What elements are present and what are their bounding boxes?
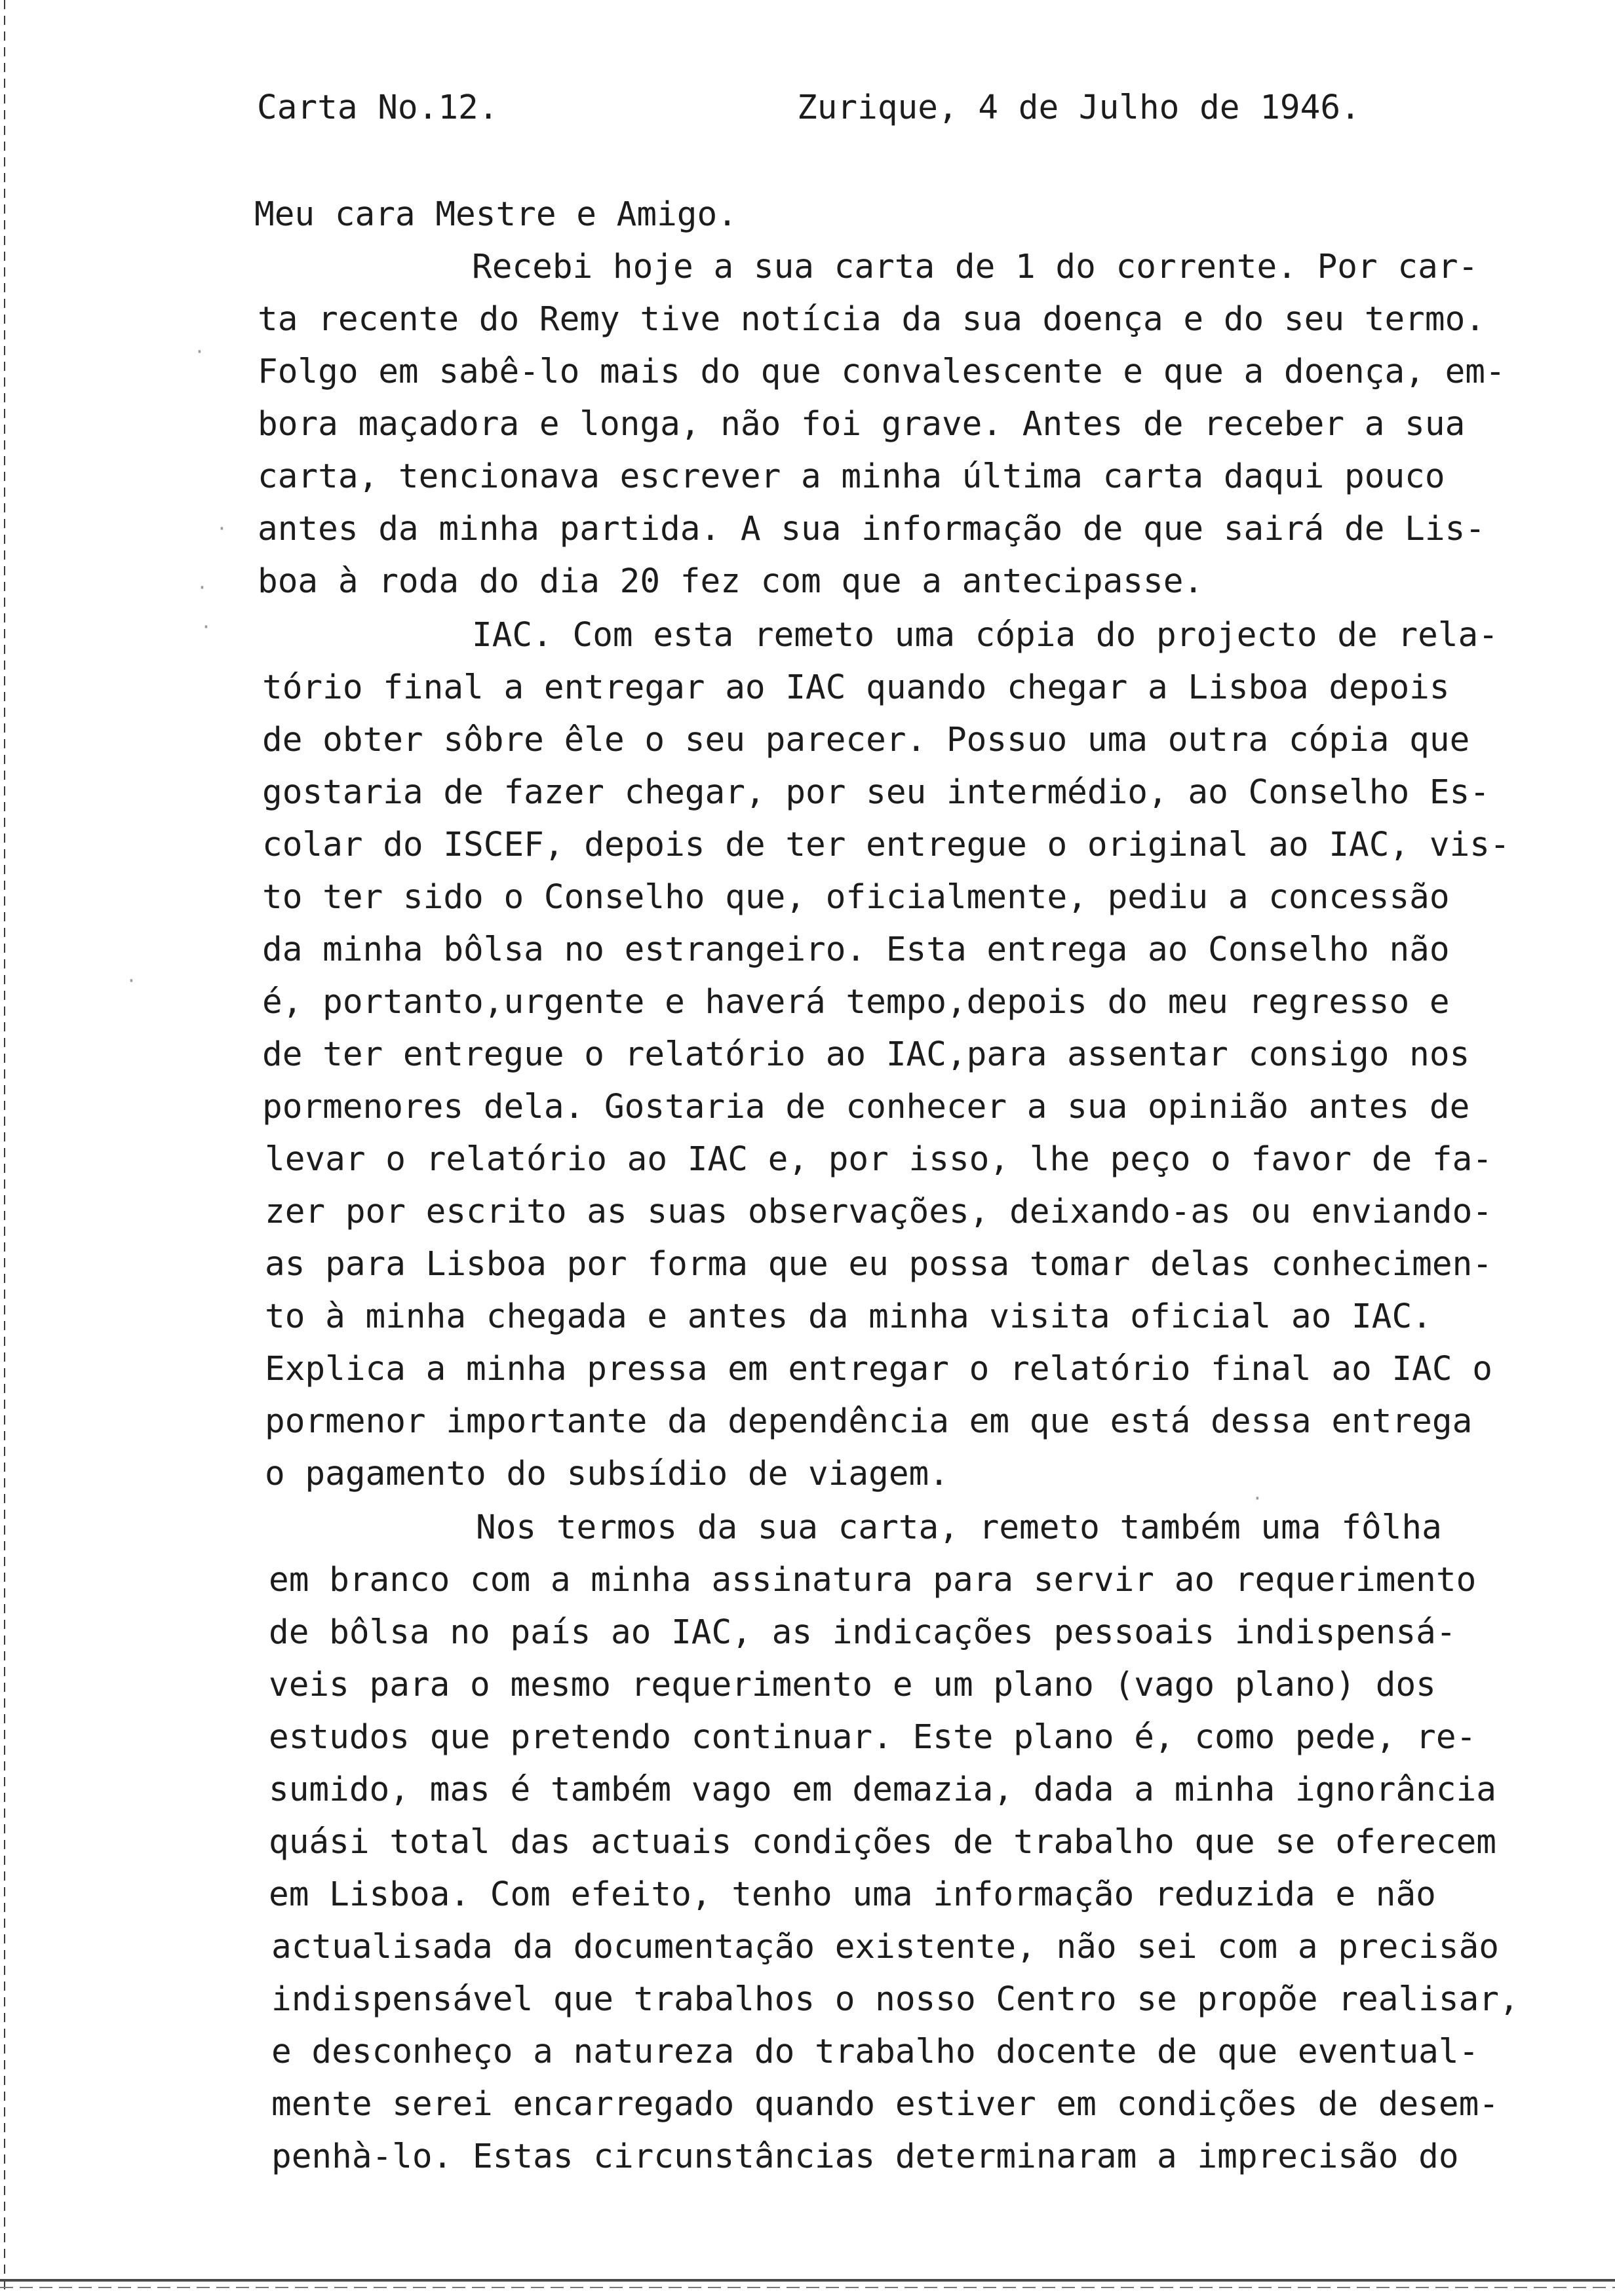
body-line: de obter sôbre êle o seu parecer. Possuo uma outra cópia que: [262, 721, 1470, 759]
body-line: to à minha chegada e antes da minha visita oficial ao IAC.: [265, 1297, 1432, 1336]
body-line: to ter sido o Conselho que, oficialmente, pediu a concessão: [262, 878, 1450, 917]
body-line: e desconheço a natureza do trabalho docente de que eventual-: [271, 2033, 1479, 2071]
paper-speck: ·: [1252, 1487, 1263, 1509]
body-line: penhà-lo. Estas circunstâncias determinaram a imprecisão do: [271, 2137, 1459, 2176]
paper-speck: ·: [216, 518, 227, 539]
page-left-edge: [4, 0, 5, 2296]
body-line: antes da minha partida. A sua informação de que sairá de Lis-: [258, 510, 1485, 548]
body-line: da minha bôlsa no estrangeiro. Esta entrega ao Conselho não: [262, 930, 1450, 969]
body-line: bora maçadora e longa, não foi grave. Antes de receber a sua: [258, 405, 1466, 444]
paper-speck: ·: [126, 970, 137, 991]
page-bottom-edge: [0, 2279, 1615, 2282]
body-line-section-iac: IAC. Com esta remeto uma cópia do projecto de rela-: [472, 616, 1498, 655]
body-line: pormenor importante da dependência em que está dessa entrega: [265, 1402, 1473, 1441]
body-line: actualisada da documentação existente, não sei com a precisão: [271, 1928, 1499, 1966]
paper-speck: ·: [197, 577, 208, 598]
body-line: quási total das actuais condições de trabalho que se oferecem: [269, 1823, 1496, 1862]
body-line: boa à roda do dia 20 fez com que a antecipasse.: [258, 562, 1204, 601]
place-date: Zurique, 4 de Julho de 1946.: [797, 88, 1361, 127]
body-line: de ter entregue o relatório ao IAC,para assentar consigo nos: [262, 1035, 1470, 1074]
body-line: em Lisboa. Com efeito, tenho uma informação reduzida e não: [269, 1875, 1436, 1914]
body-line: mente serei encarregado quando estiver em condições de desem-: [271, 2085, 1499, 2124]
body-line: ta recente do Remy tive notícia da sua doença e do seu termo.: [258, 300, 1485, 339]
body-line: gostaria de fazer chegar, por seu intermédio, ao Conselho Es-: [262, 773, 1490, 812]
body-line: veis para o mesmo requerimento e um plano (vago plano) dos: [269, 1666, 1436, 1704]
body-line: em branco com a minha assinatura para servir ao requerimento: [269, 1561, 1477, 1599]
paper-speck: ·: [201, 616, 212, 638]
body-line: Explica a minha pressa em entregar o relatório final ao IAC o: [265, 1350, 1492, 1388]
body-line: levar o relatório ao IAC e, por isso, lhe peço o favor de fa-: [265, 1140, 1492, 1179]
body-line: Recebi hoje a sua carta de 1 do corrente. Por car-: [472, 248, 1479, 286]
salutation: Meu cara Mestre e Amigo.: [254, 195, 737, 234]
body-line: zer por escrito as suas observações, deixando-as ou enviando-: [265, 1193, 1492, 1231]
body-line: tório final a entregar ao IAC quando chegar a Lisboa depois: [262, 668, 1450, 707]
body-line: o pagamento do subsídio de viagem.: [265, 1455, 949, 1493]
paper-speck: ·: [194, 341, 205, 362]
body-line: as para Lisboa por forma que eu possa tomar delas conhecimen-: [265, 1245, 1492, 1284]
body-line: Folgo em sabê-lo mais do que convalescente e que a doença, em-: [258, 353, 1506, 391]
body-line: é, portanto,urgente e haverá tempo,depois do meu regresso e: [262, 983, 1450, 1022]
page-bottom-edge-dashed: [0, 2287, 1615, 2288]
body-line: sumido, mas é também vago em demazia, dada a minha ignorância: [269, 1770, 1496, 1809]
body-line: indispensável que trabalhos o nosso Centro se propõe realisar,: [271, 1980, 1519, 2019]
body-line: pormenores dela. Gostaria de conhecer a sua opinião antes de: [262, 1088, 1470, 1126]
body-line: colar do ISCEF, depois de ter entregue o original ao IAC, vis-: [262, 826, 1510, 864]
body-line: carta, tencionava escrever a minha última carta daqui pouco: [258, 457, 1445, 496]
letter-number: Carta No.12.: [257, 88, 499, 127]
body-line: de bôlsa no país ao IAC, as indicações pessoais indispensá-: [269, 1613, 1456, 1652]
body-line: Nos termos da sua carta, remeto também uma fôlha: [476, 1508, 1442, 1547]
body-line: estudos que pretendo continuar. Este plano é, como pede, re-: [269, 1718, 1477, 1757]
